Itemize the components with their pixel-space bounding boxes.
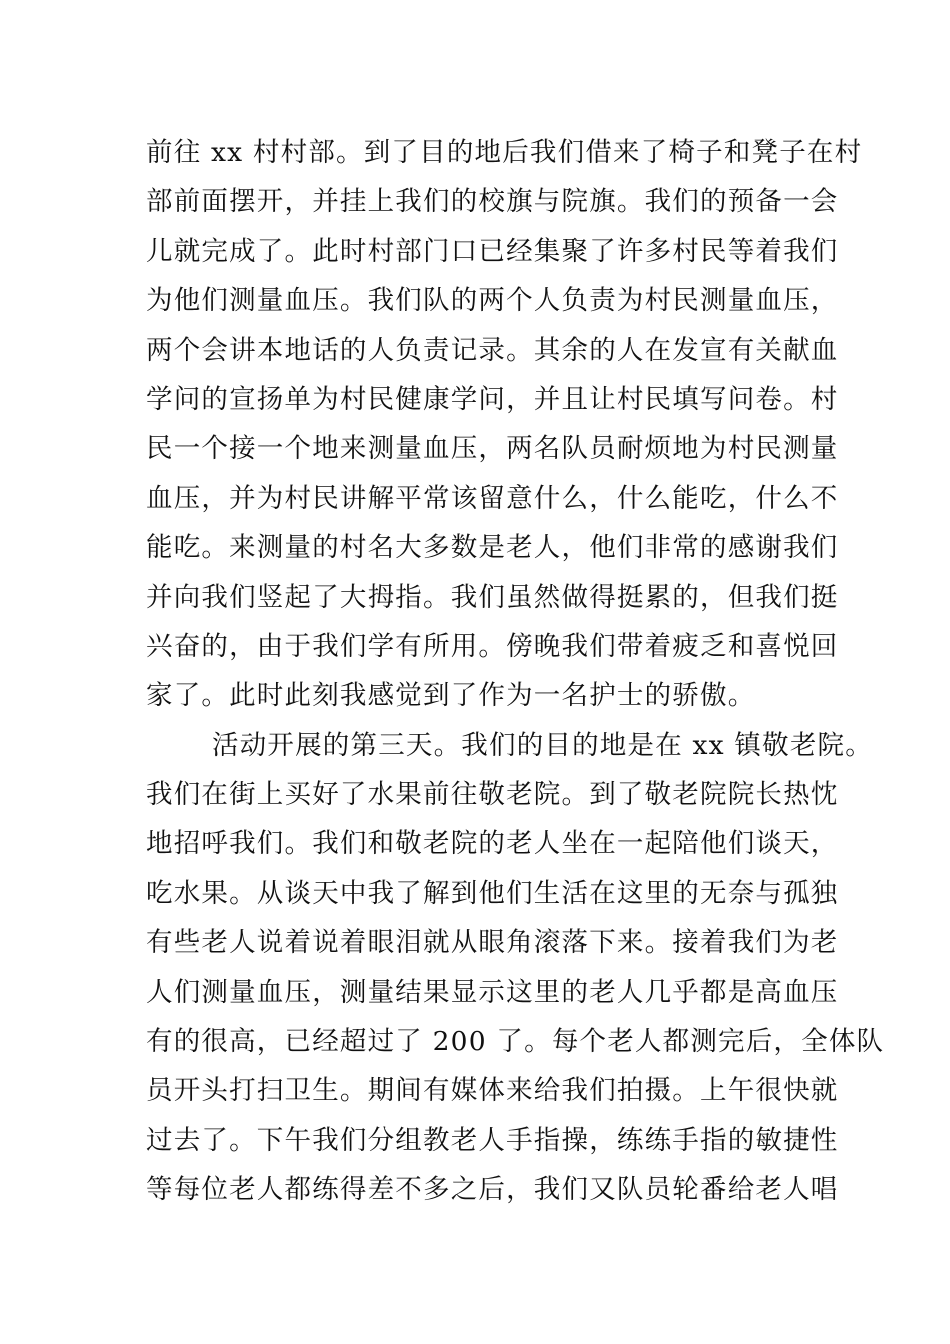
text-line: 过去了。下午我们分组教老人手指操，练练手指的敏捷性 (146, 1124, 839, 1156)
body-text (146, 128, 885, 1215)
text-line: 家了。此时此刻我感觉到了作为一名护士的骄傲。 (146, 680, 756, 712)
text-line: 并向我们竖起了大拇指。我们虽然做得挺累的，但我们挺 (146, 581, 839, 613)
text-line: 血压，并为村民讲解平常该留意什么，什么能吃，什么不 (146, 482, 839, 514)
text-line: 员开头打扫卫生。期间有媒体来给我们拍摄。上午很快就 (146, 1075, 839, 1107)
text-line: 能吃。来测量的村名大多数是老人，他们非常的感谢我们 (146, 532, 839, 564)
text-line: 前往 xx 村村部。到了目的地后我们借来了椅子和凳子在村 (146, 137, 863, 168)
text-line: 民一个接一个地来测量血压，两名队员耐烦地为村民测量 (146, 433, 839, 465)
text-line: 地招呼我们。我们和敬老院的老人坐在一起陪他们谈天， (146, 828, 839, 860)
text-line: 有些老人说着说着眼泪就从眼角滚落下来。接着我们为老 (146, 927, 839, 959)
text-line: 人们测量血压，测量结果显示这里的老人几乎都是高血压 (146, 976, 839, 1008)
paragraph-start-line: 活动开展的第三天。我们的目的地是在 xx 镇敬老院。 (212, 729, 873, 761)
text-line: 部前面摆开，并挂上我们的校旗与院旗。我们的预备一会 (146, 186, 839, 218)
text-line: 兴奋的，由于我们学有所用。傍晚我们带着疲乏和喜悦回 (146, 630, 839, 662)
text-line: 两个会讲本地话的人负责记录。其余的人在发宣有关献血 (146, 334, 839, 366)
text-line: 儿就完成了。此时村部门口已经集聚了许多村民等着我们 (146, 235, 839, 267)
text-line: 为他们测量血压。我们队的两个人负责为村民测量血压， (146, 285, 839, 317)
text-line: 学问的宣扬单为村民健康学问，并且让村民填写问卷。村 (146, 383, 839, 415)
text-line: 我们在街上买好了水果前往敬老院。到了敬老院院长热忱 (146, 779, 839, 811)
text-line: 吃水果。从谈天中我了解到他们生活在这里的无奈与孤独 (146, 877, 839, 909)
text-line: 等每位老人都练得差不多之后，我们又队员轮番给老人唱 (146, 1174, 839, 1206)
text-line: 有的很高，已经超过了 200 了。每个老人都测完后，全体队 (146, 1026, 885, 1058)
